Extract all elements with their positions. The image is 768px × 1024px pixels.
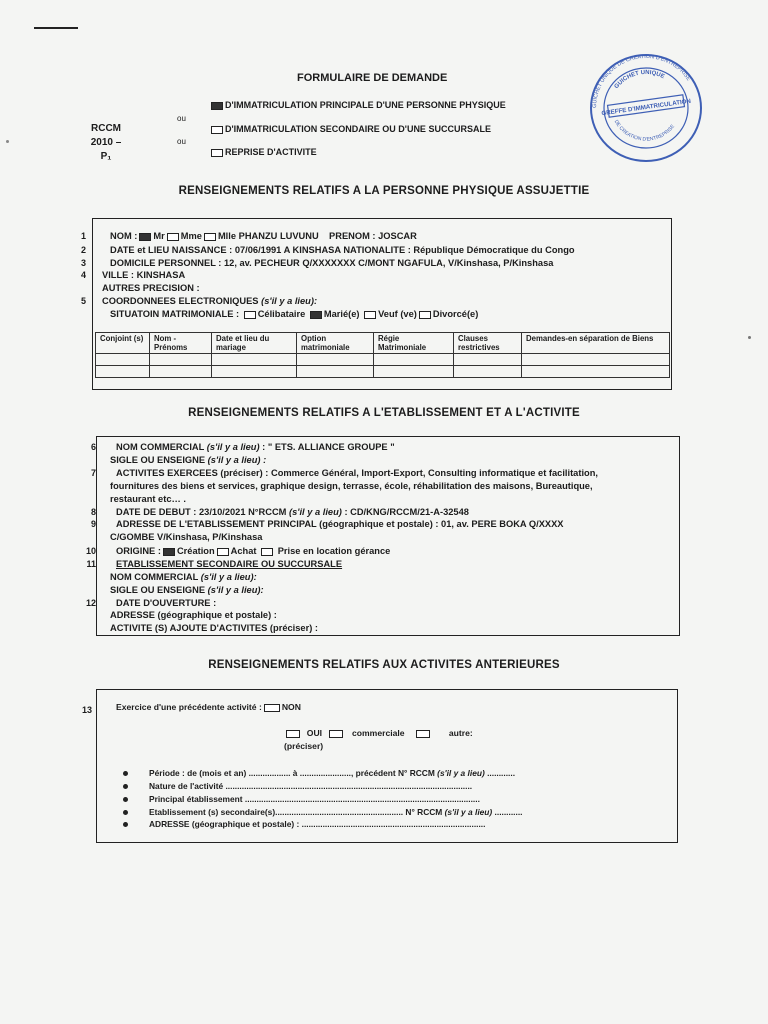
nom-label: NOM : xyxy=(110,231,138,241)
autres-precision-row: AUTRES PRECISION : xyxy=(102,283,200,293)
mr-label: Mr xyxy=(153,231,165,241)
exercice-row: Exercice d'une précédente activité : NON xyxy=(116,702,301,712)
adresse-row: ADRESSE (géographique et postale) : ............................................................................... xyxy=(149,819,486,829)
nom-value: PHANZU LUVUNU xyxy=(238,231,319,241)
oui-row: OUI commerciale autre: xyxy=(284,728,473,738)
adresse-row-1: ADRESSE DE L'ETABLISSEMENT PRINCIPAL (géographique et postale) : 01, av. PERE BOKA Q/XXXX xyxy=(116,519,564,529)
rccm-code xyxy=(86,122,126,164)
checkbox[interactable] xyxy=(211,149,223,157)
rccm-label: RCCM xyxy=(91,123,121,134)
nature-row: Nature de l'activité .......................................................................................................... xyxy=(149,781,473,791)
checkbox[interactable] xyxy=(167,233,179,241)
periode-row: Période : de (mois et an) .................. à ......................, précédent N° RCCM (s'il y a lieu) ............ xyxy=(149,768,516,778)
activite-ajoute-row: ACTIVITE (S) AJOUTE D'ACTIVITES (préciser) : xyxy=(110,623,318,633)
date-ouverture-row: DATE D'OUVERTURE : xyxy=(116,598,217,608)
mlle-label: Mlle xyxy=(217,231,237,241)
section2-title: RENSEIGNEMENTS RELATIFS A L'ETABLISSEMENT ET A L'ACTIVITE xyxy=(188,407,580,419)
form-title: FORMULAIRE DE DEMANDE xyxy=(297,72,448,84)
table-row xyxy=(96,354,670,366)
preciser-label: (préciser) xyxy=(284,741,324,751)
sigle-2-row: SIGLE OU ENSEIGNE (s'il y a lieu): xyxy=(110,585,264,595)
checkbox-checked[interactable] xyxy=(211,102,223,110)
table-header: Date et lieu du mariage xyxy=(212,333,297,354)
stamp-band: GREFFE D'IMMATRICULATION xyxy=(601,97,692,118)
ville-row: VILLE : KINSHASA xyxy=(102,270,186,280)
activites-row-1: ACTIVITES EXERCEES (préciser) : Commerce Général, Import-Export, Consulting informatique et facilitation, xyxy=(116,468,598,478)
top-dash xyxy=(34,27,78,29)
nom-commercial-row: NOM COMMERCIAL (s'il y a lieu) : " ETS. ALLIANCE GROUPE " xyxy=(116,442,395,452)
checkbox[interactable] xyxy=(217,548,229,556)
bullet xyxy=(123,797,128,802)
nom-commercial-2-row: NOM COMMERCIAL (s'il y a lieu): xyxy=(110,572,257,582)
ou-label-2: ou xyxy=(177,137,186,146)
line-number: 5 xyxy=(80,296,86,306)
table-header: Nom - Prénoms xyxy=(150,333,212,354)
checkbox[interactable] xyxy=(364,311,376,319)
adresse-row-2: C/GOMBE V/Kinshasa, P/Kinshasa xyxy=(110,532,263,542)
header-option-2[interactable]: D'IMMATRICULATION SECONDAIRE OU D'UNE SUCCURSALE xyxy=(211,124,491,134)
section3-title: RENSEIGNEMENTS RELATIFS AUX ACTIVITES ANTERIEURES xyxy=(208,659,560,671)
checkbox[interactable] xyxy=(419,311,431,319)
situation-label: SITUATOIN MATRIMONIALE : xyxy=(110,309,240,319)
checkbox[interactable] xyxy=(286,730,300,738)
line-number: 3 xyxy=(80,258,86,268)
checkbox[interactable] xyxy=(261,548,273,556)
line-number: 12 xyxy=(85,598,96,608)
line-number: 1 xyxy=(80,231,86,241)
checkbox[interactable] xyxy=(204,233,216,241)
origine-row: ORIGINE : Création Achat Prise en location gérance xyxy=(116,546,391,556)
section1-title: RENSEIGNEMENTS RELATIFS A LA PERSONNE PHYSIQUE ASSUJETTIE xyxy=(178,185,590,197)
nom-row xyxy=(110,231,417,241)
checkbox[interactable] xyxy=(211,126,223,134)
line-number: 6 xyxy=(90,442,96,452)
table-header: Option matrimoniale xyxy=(297,333,374,354)
checkbox[interactable] xyxy=(329,730,343,738)
adresse-2-row: ADRESSE (géographique et postale) : xyxy=(110,610,277,620)
stamp-inner-bottom: DE CREATION D'ENTREPRISE xyxy=(612,119,677,143)
stamp-outer-text: GUICHET UNIQUE DE CREATION D'ENTREPRISE xyxy=(591,53,692,109)
header-option-1[interactable]: D'IMMATRICULATION PRINCIPALE D'UNE PERSONNE PHYSIQUE xyxy=(211,100,506,110)
line-number: 10 xyxy=(85,546,96,556)
bullet xyxy=(123,810,128,815)
stamp-inner-top: GUICHET UNIQUE xyxy=(613,69,666,91)
birth-row: DATE et LIEU NAISSANCE : 07/06/1991 A KINSHASA NATIONALITE : République Démocratique du Congo xyxy=(110,245,575,255)
checkbox[interactable] xyxy=(264,704,280,712)
ou-label-1: ou xyxy=(177,114,186,123)
table-header: Demandes-en séparation de Biens xyxy=(522,333,670,354)
table-header: Conjoint (s) xyxy=(96,333,150,354)
line-number: 9 xyxy=(90,519,96,529)
checkbox[interactable] xyxy=(244,311,256,319)
bullet xyxy=(123,784,128,789)
line-number: 11 xyxy=(86,559,96,569)
line-number: 4 xyxy=(80,270,86,280)
table-header-row xyxy=(96,333,670,354)
activites-row-2: fournitures des biens et services, graphique design, terrasse, école, réhabilitation des maisons, Bureautique, xyxy=(110,481,593,491)
checkbox-checked[interactable] xyxy=(139,233,151,241)
table-header: Clauses restrictives xyxy=(454,333,522,354)
activites-row-3: restaurant etc… . xyxy=(110,494,186,504)
situation-row: SITUATOIN MATRIMONIALE : Célibataire Marié(e) Veuf (ve) Divorcé(e) xyxy=(110,309,479,319)
table-header: Régie Matrimoniale xyxy=(374,333,454,354)
date-debut-row: DATE DE DEBUT : 23/10/2021 N°RCCM (s'il y a lieu) : CD/KNG/RCCM/21-A-32548 xyxy=(116,507,469,517)
marriage-table xyxy=(95,332,670,378)
table-row xyxy=(96,366,670,378)
rccm-number: 2010 – P₁ xyxy=(90,137,122,162)
secondaire-row: Etablissement (s) secondaire(s)....................................................... N° RCCM (s'il y a lieu) ............ xyxy=(149,807,523,817)
scan-speck xyxy=(6,140,9,143)
scan-speck xyxy=(748,336,751,339)
mme-label: Mme xyxy=(180,231,202,241)
checkbox[interactable] xyxy=(416,730,430,738)
checkbox-checked[interactable] xyxy=(310,311,322,319)
bullet xyxy=(123,771,128,776)
prenom-value: PRENOM : JOSCAR xyxy=(329,231,417,241)
header-option-3[interactable]: REPRISE D'ACTIVITE xyxy=(211,147,317,157)
sigle-row: SIGLE OU ENSEIGNE (s'il y a lieu) : xyxy=(110,455,267,465)
line-number: 8 xyxy=(90,507,96,517)
coordonnees-row: COORDONNEES ELECTRONIQUES (s'il y a lieu): xyxy=(102,296,318,306)
etablissement-secondaire-heading: ETABLISSEMENT SECONDAIRE OU SUCCURSALE xyxy=(116,559,343,569)
line-number: 13 xyxy=(81,705,92,715)
bullet xyxy=(123,822,128,827)
principal-row: Principal établissement ..................................................................................................... xyxy=(149,794,480,804)
official-stamp xyxy=(588,52,704,164)
domicile-row: DOMICILE PERSONNEL : 12, av. PECHEUR Q/XXXXXXX C/MONT NGAFULA, V/Kinshasa, P/Kinshasa xyxy=(110,258,554,268)
line-number: 2 xyxy=(80,245,86,255)
line-number: 7 xyxy=(90,468,96,478)
checkbox-checked[interactable] xyxy=(163,548,175,556)
